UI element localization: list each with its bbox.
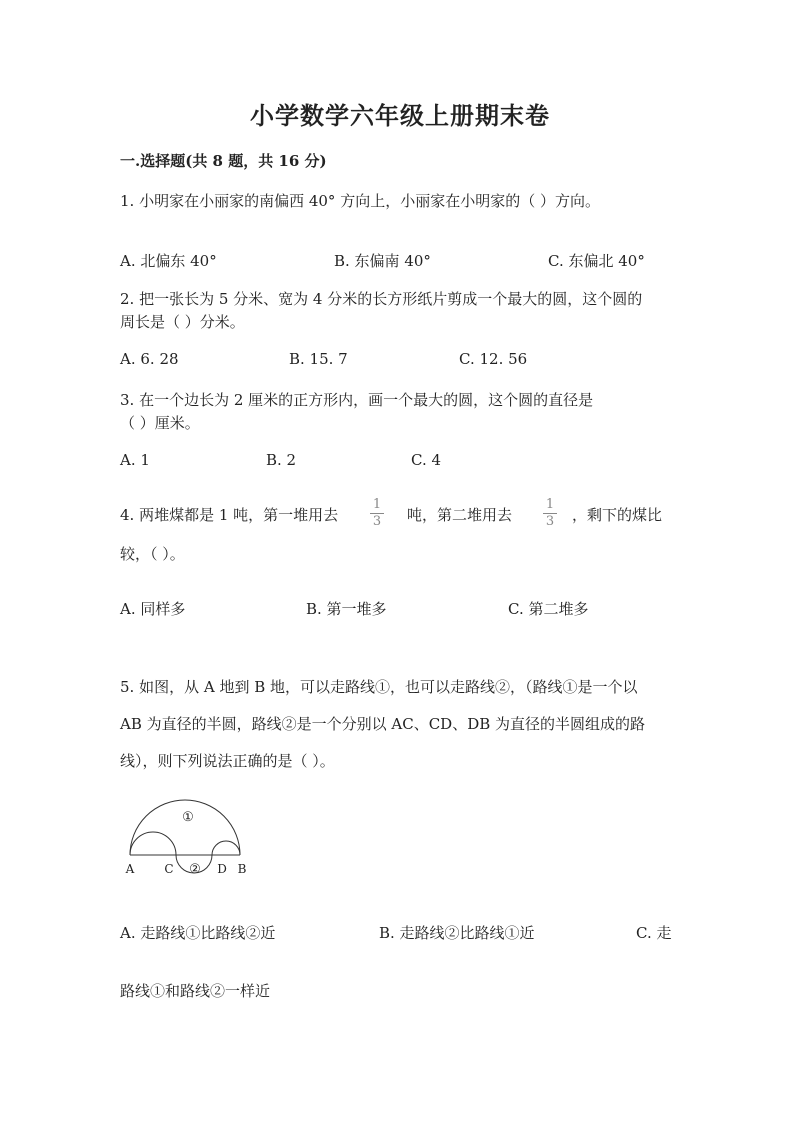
fraction-numerator: 1 <box>372 497 382 512</box>
question-2-text-line-2: 周长是（ ）分米。 <box>120 313 245 331</box>
point-b-label: B <box>237 862 247 876</box>
question-3-text-line-2: （ ）厘米。 <box>120 414 200 432</box>
point-c-label: C <box>164 862 174 876</box>
route-diagram <box>118 798 258 880</box>
question-5-text-line-3: 线），则下列说法正确的是（ ）。 <box>120 752 335 770</box>
question-4-text-line-2: 较，（ ）。 <box>120 545 185 563</box>
page-title: 小学数学六年级上册期末卷 <box>250 101 550 130</box>
question-2-option-a[interactable]: A. 6. 28 <box>120 350 179 368</box>
route-2-arc-ac <box>130 832 176 855</box>
route-1-arc <box>130 800 240 855</box>
route-2-label: ② <box>189 862 201 877</box>
route-1-label: ① <box>182 810 194 825</box>
question-5-text-line-2: AB 为直径的半圆，路线②是一个分别以 AC、CD、DB 为直径的半圆组成的路 <box>120 715 646 733</box>
fraction-one-third-2 <box>543 498 557 529</box>
question-2-text-line-1: 2. 把一张长为 5 分米、宽为 4 分米的长方形纸片剪成一个最大的圆，这个圆的 <box>120 290 643 308</box>
question-4-text-part-3: ，剩下的煤比 <box>572 506 663 524</box>
question-1-option-b[interactable]: B. 东偏南 40° <box>334 252 431 270</box>
question-1-text: 1. 小明家在小丽家的南偏西 40° 方向上，小丽家在小明家的（ ）方向。 <box>120 192 600 210</box>
question-4-text-part-1: 4. 两堆煤都是 1 吨，第一堆用去 <box>120 506 339 524</box>
question-3-option-a[interactable]: A. 1 <box>120 451 150 469</box>
fraction-denominator: 3 <box>545 514 555 529</box>
question-2-option-c[interactable]: C. 12. 56 <box>459 350 528 368</box>
question-4-option-c[interactable]: C. 第二堆多 <box>508 600 589 618</box>
route-2-arc-db <box>212 841 240 855</box>
fraction-numerator: 1 <box>545 497 555 512</box>
question-3-option-c[interactable]: C. 4 <box>411 451 442 469</box>
question-2-option-b[interactable]: B. 15. 7 <box>289 350 348 368</box>
question-5-option-c-continuation[interactable]: 路线①和路线②一样近 <box>120 982 271 1000</box>
question-5-option-c[interactable]: C. 走 <box>636 924 672 942</box>
question-4-option-b[interactable]: B. 第一堆多 <box>306 600 387 618</box>
point-d-label: D <box>217 862 227 876</box>
fraction-denominator: 3 <box>372 514 382 529</box>
question-5-option-b[interactable]: B. 走路线②比路线①近 <box>379 924 535 942</box>
question-3-option-b[interactable]: B. 2 <box>266 451 297 469</box>
section-heading: 一.选择题(共 8 题，共 16 分) <box>120 152 327 170</box>
question-4-text-part-2: 吨，第二堆用去 <box>407 506 513 524</box>
question-5-text-line-1: 5. 如图，从 A 地到 B 地，可以走路线①，也可以走路线②，（路线①是一个以 <box>120 678 638 696</box>
question-1-option-a[interactable]: A. 北偏东 40° <box>120 252 217 270</box>
question-5-option-a[interactable]: A. 走路线①比路线②近 <box>120 924 276 942</box>
question-1-option-c[interactable]: C. 东偏北 40° <box>548 252 645 270</box>
question-3-text-line-1: 3. 在一个边长为 2 厘米的正方形内，画一个最大的圆，这个圆的直径是 <box>120 391 594 409</box>
question-4-option-a[interactable]: A. 同样多 <box>120 600 186 618</box>
point-a-label: A <box>125 862 135 876</box>
fraction-one-third-1 <box>370 498 384 529</box>
